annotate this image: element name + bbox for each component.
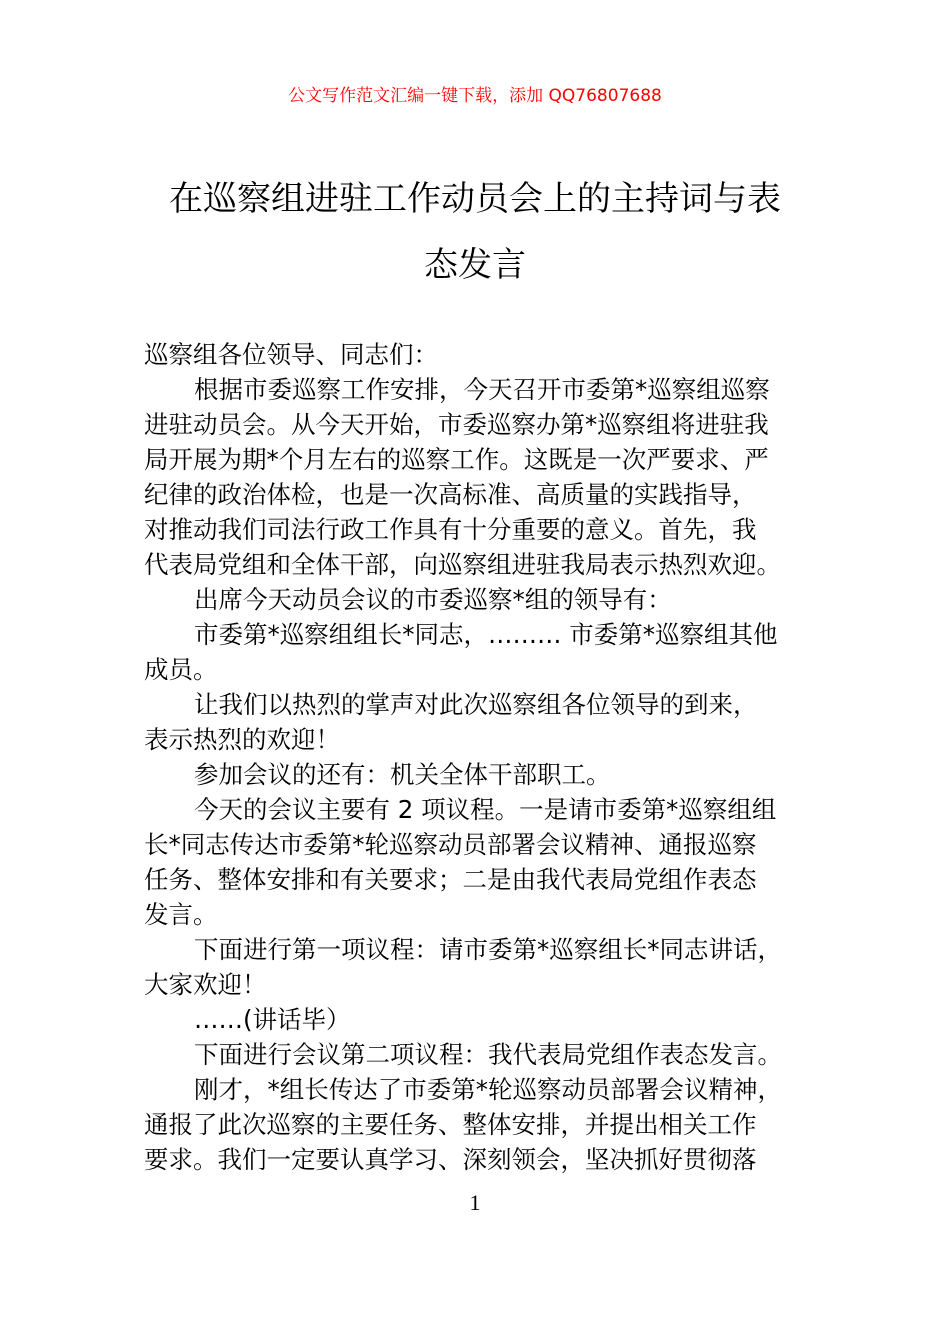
body-line: 市委第*巡察组组长*同志，……… 市委第*巡察组其他 [194,620,778,649]
body-line: 成员。 [144,655,218,684]
document-title-line-2: 态发言 [424,245,526,285]
page-number: 1 [469,1190,481,1215]
body-line: 大家欢迎！ [144,970,267,999]
body-line: 通报了此次巡察的主要任务、整体安排，并提出相关工作 [144,1110,757,1139]
body-line: 让我们以热烈的掌声对此次巡察组各位领导的到来， [194,690,758,719]
document-title [140,166,810,298]
document-body [144,337,834,1177]
body-line: 局开展为期*个月左右的巡察工作。这既是一次严要求、严 [144,445,769,474]
body-line: 代表局党组和全体干部，向巡察组进驻我局表示热烈欢迎。 [144,550,781,579]
body-line: 出席今天动员会议的市委巡察*组的领导有： [194,585,672,614]
body-line: ……(讲话毕） [194,1005,351,1034]
body-line: 根据市委巡察工作安排，今天召开市委第*巡察组巡察 [194,375,770,404]
body-line: 纪律的政治体检，也是一次高标准、高质量的实践指导， [144,480,757,509]
body-line: 下面进行会议第二项议程：我代表局党组作表态发言。 [194,1040,782,1069]
body-line: 刚才，*组长传达了市委第*轮巡察动员部署会议精神， [194,1075,782,1104]
body-line: 任务、整体安排和有关要求；二是由我代表局党组作表态 [144,865,757,894]
body-line: 参加会议的还有：机关全体干部职工。 [194,760,611,789]
body-line: 进驻动员会。从今天开始，市委巡察办第*巡察组将进驻我 [144,410,769,439]
body-line: 下面进行第一项议程：请市委第*巡察组长*同志讲话， [194,935,782,964]
body-line: 对推动我们司法行政工作具有十分重要的意义。首先，我 [144,515,757,544]
body-line: 长*同志传达市委第*轮巡察动员部署会议精神、通报巡察 [144,830,757,859]
body-line: 表示热烈的欢迎！ [144,725,340,754]
body-line: 今天的会议主要有 2 项议程。一是请市委第*巡察组组 [194,795,777,824]
body-line: 要求。我们一定要认真学习、深刻领会，坚决抓好贯彻落 [144,1145,757,1174]
download-promo-note: 公文写作范文汇编一键下载，添加 QQ76807688 [288,86,662,106]
document-title-line-1: 在巡察组进驻工作动员会上的主持词与表 [169,179,781,219]
body-line: 巡察组各位领导、同志们： [144,340,438,369]
body-line: 发言。 [144,900,218,929]
